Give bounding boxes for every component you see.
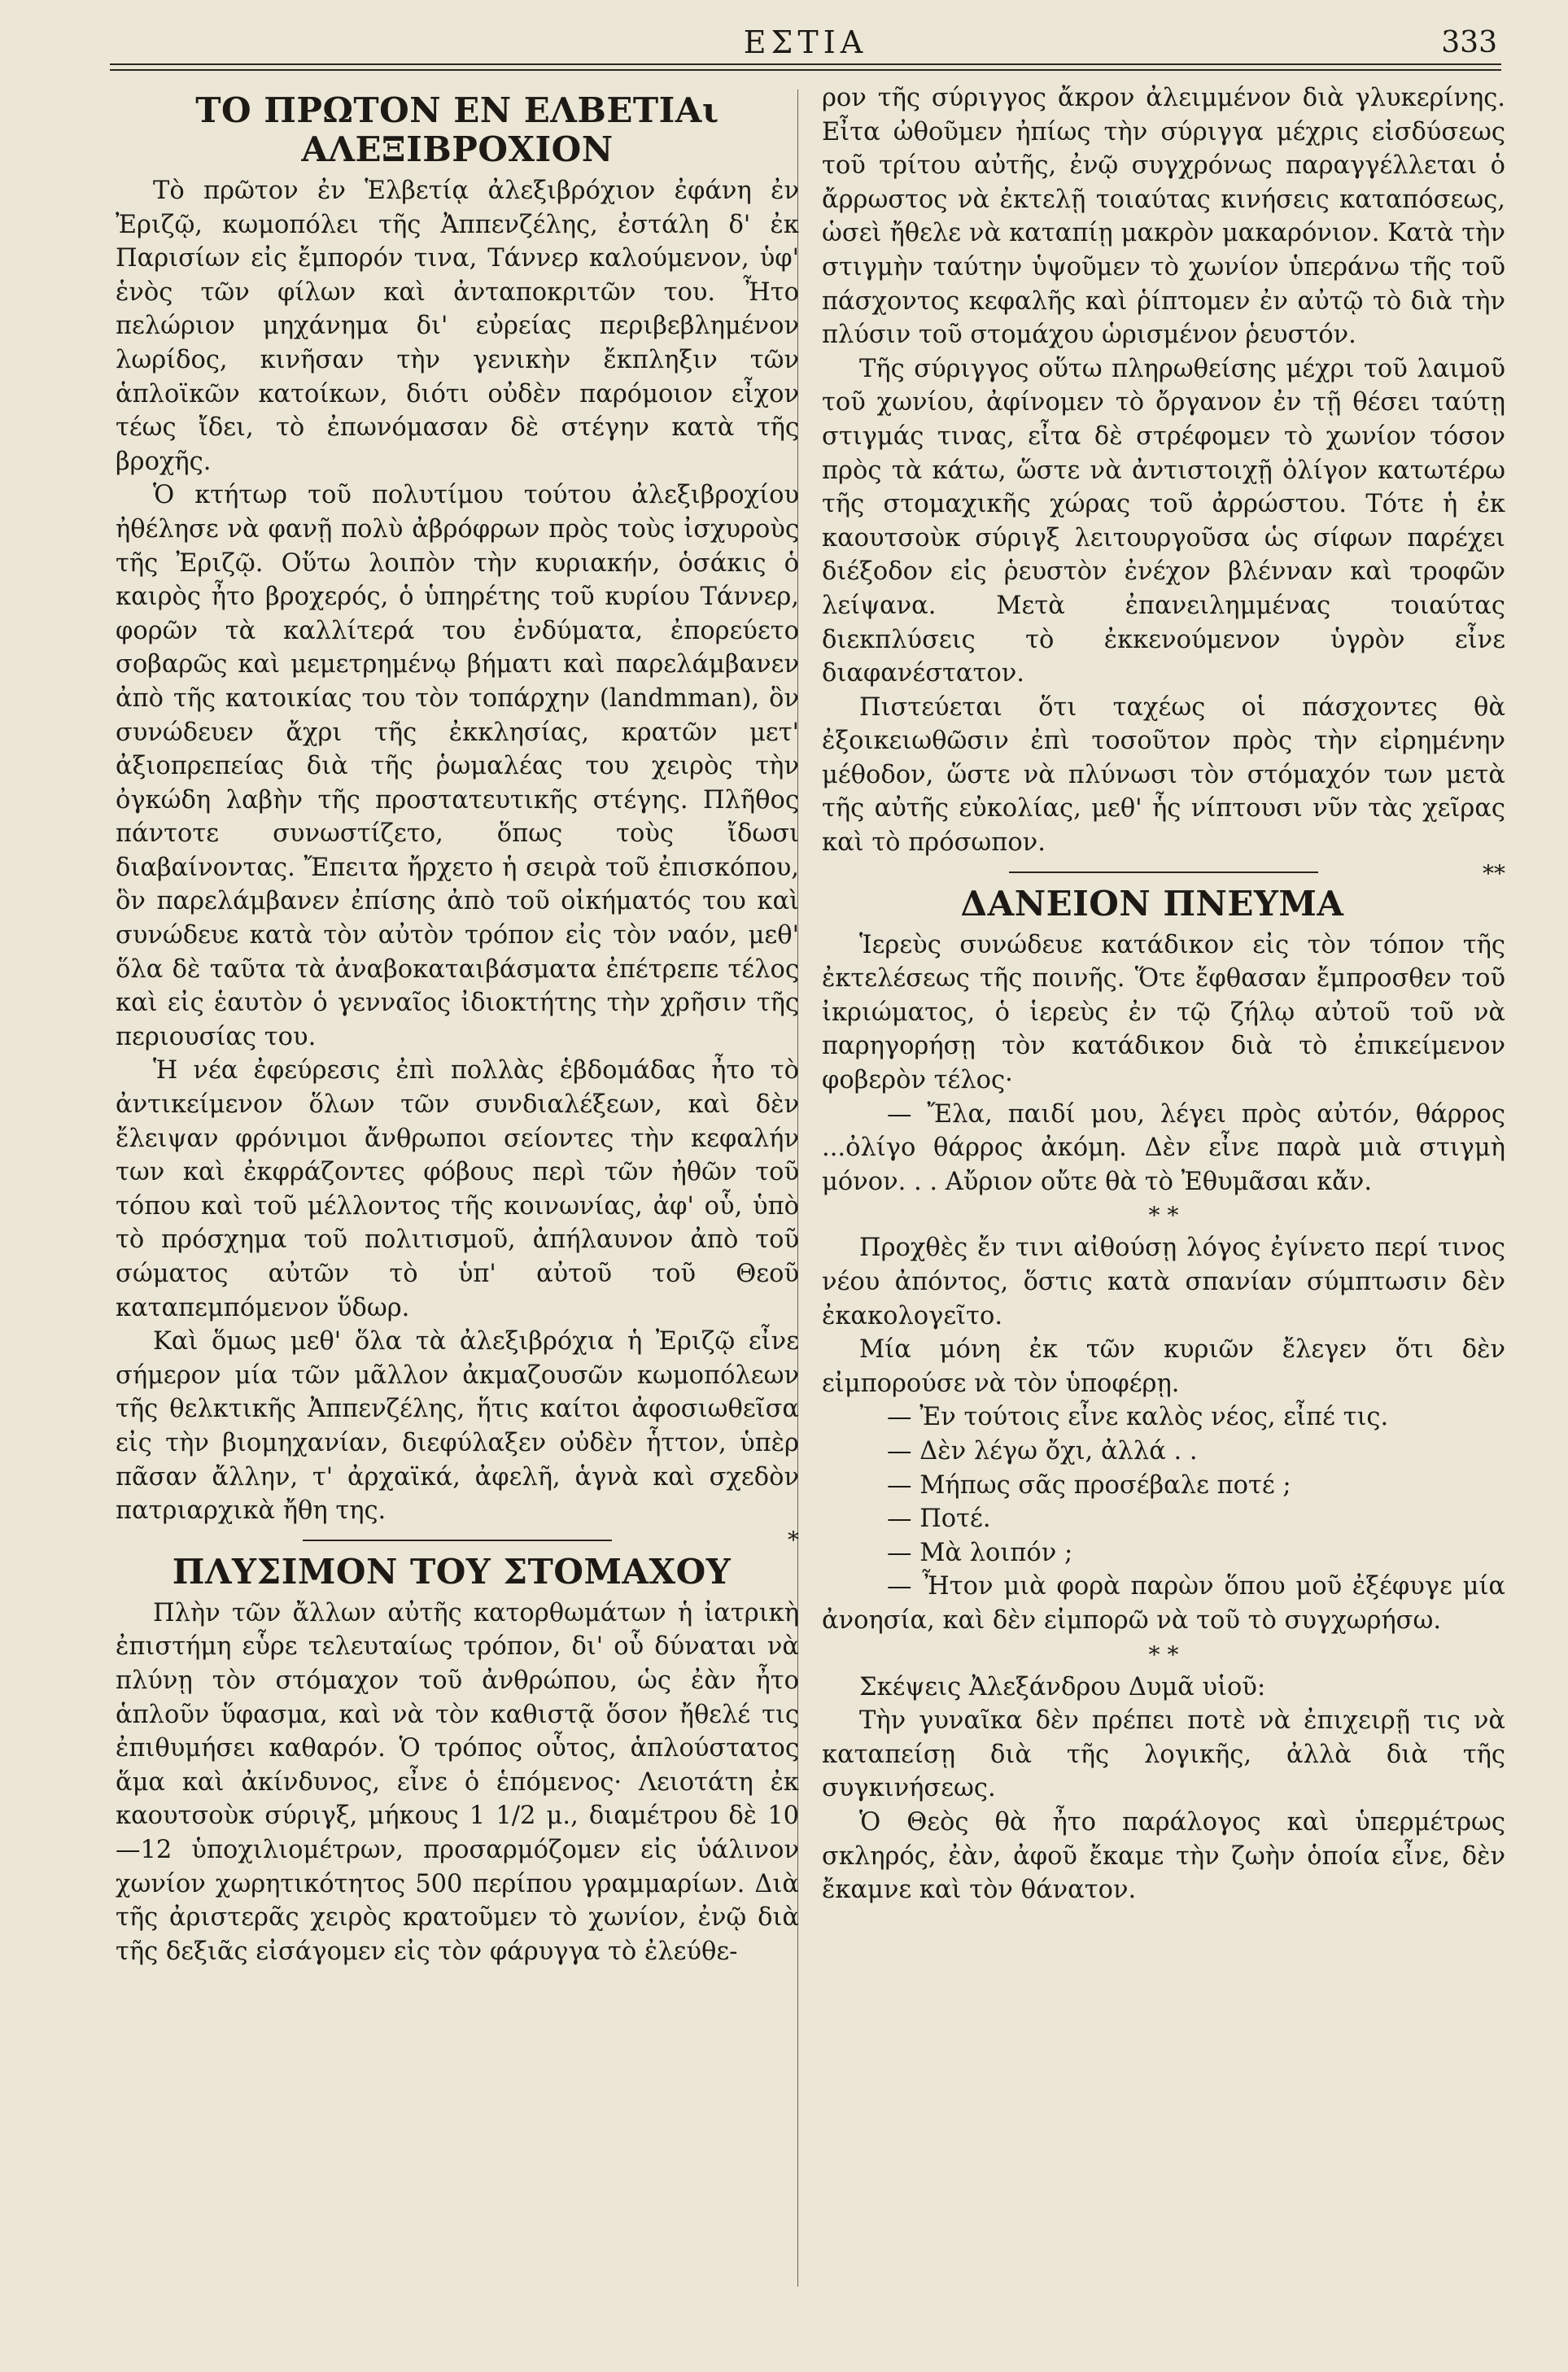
paragraph: Ὁ Θεὸς θὰ ἦτο παράλογος καὶ ὑπερμέτρως σκληρός, ἐὰν, ἀφοῦ ἔκαμε τὴν ζωὴν ὁποία εἶνε, δὲν ἔκαμνε καὶ τὸν θάνατον. xyxy=(822,1807,1505,1905)
article-title-stomach-wash: ΠΛΥΣΙΜΟΝ ΤΟΥ ΣΤΟΜΑΧΟΥ xyxy=(172,1551,732,1592)
paragraph: Ἡ νέα ἐφεύρεσις ἐπὶ πολλὰς ἑβδομάδας ἦτο τὸ ἀντικείμενον ὅλων τῶν συνδιαλέξεων, καὶ δὲν ἔλειψαν φρόνιμοι ἄνθρωποι σείοντες τὴν κεφαλήν των καὶ ἐκφράζοντες φόβους περὶ τῶν ἠθῶν τοῦ τόπου καὶ τοῦ μέλλοντος τῆς κοινωνίας, ἀφ' οὗ, ὑπὸ τὸ πρόσχημα τοῦ πολιτισμοῦ, ἀπήλαυνον ἀπὸ τοῦ σώματος αὐτῶν τὸ ὑπ' αὐτοῦ τοῦ Θεοῦ καταπεμπόμενον ὕδωρ. xyxy=(116,1056,799,1322)
journal-name: ΕΣΤΙΑ xyxy=(743,24,868,60)
paragraph: Καὶ ὅμως μεθ' ὅλα τὰ ἀλεξιβρόχια ἡ Ἐριζῷ εἶνε σήμερον μία τῶν μᾶλλον ἀκμαζουσῶν κωμοπόλεων τῆς θελκτικῆς Ἀππενζέλης, ἥτις καίτοι ἀφοσιωθεῖσα εἰς τὴν βιομηχανίαν, διεφύλαξεν οὐδὲν ἧττον, ὑπὲρ πᾶσαν ἄλλην, τ' ἀρχαϊκά, ἀφελῆ, ἁγνὰ καὶ σχεδὸν πατριαρχικὰ ἤθη της. xyxy=(116,1327,799,1526)
paragraph: Τῆς σύριγγος οὕτω πληρωθείσης μέχρι τοῦ λαιμοῦ τοῦ χωνίου, ἀφίνομεν τὸ ὄργανον ἐν τῇ θέσει ταύτῃ στιγμάς τινας, εἶτα δὲ στρέφομεν τὸ χωνίον τόσον πρὸς τὰ κάτω, ὥστε νὰ ἀντιστοιχῇ ὀλίγον κατωτέρω τῆς στομαχικῆς χώρας τοῦ ἀρρώστου. Τότε ἡ ἐκ καουτσοὺκ σύριγξ λειτουργοῦσα ὡς σίφων παρέχει διέξοδον εἰς ῥευστὸν ἐνέχον βλένναν καὶ τροφῶν λείψανα. Μετὰ ἐπανειλημμένας τοιαύτας διεκπλύσεις τὸ ἐκκενούμενον ὑγρὸν εἶνε διαφανέστατον. xyxy=(822,354,1505,688)
dialogue-line: — Ἔλα, παιδί μου, λέγει πρὸς αὐτόν, θάρρος ...ὀλίγο θάρρος ἀκόμη. Δὲν εἶνε παρὰ μιὰ στιγμὴ μόνον. . . Αὔριον οὔτε θὰ τὸ Ἐθυμᾶσαι κἄν. xyxy=(822,1099,1505,1196)
paragraph: Τὸ πρῶτον ἐν Ἑλβετίᾳ ἀλεξιβρόχιον ἐφάνη ἐν Ἐριζῷ, κωμοπόλει τῆς Ἀππενζέλης, ἐστάλη δ' ἐκ Παρισίων εἰς ἔμπορόν τινα, Τάννερ καλούμενον, ὑφ' ἑνὸς τῶν φίλων καὶ ἀνταποκριτῶν του. Ἦτο πελώριον μηχάνημα δι' εὐρείας περιβεβλημένον λωρίδος, κινῆσαν τὴν γενικὴν ἔκπληξιν τῶν ἁπλοϊκῶν κατοίκων, διότι οὐδὲν παρόμοιον εἶχον τέως ἴδει, τὸ ἐπωνόμασαν δὲ στέγην κατὰ τῆς βροχῆς. xyxy=(116,177,799,476)
paragraph: Πιστεύεται ὅτι ταχέως οἱ πάσχοντες θὰ ἐξοικειωθῶσιν ἐπὶ τοσοῦτον πρὸς τὴν εἰρημένην μέθοδον, ὥστε νὰ πλύνωσι τὸν στόμαχόν των μετὰ τῆς αὐτῆς εὐκολίας, μεθ' ἧς νίπτουσι νῦν τὰς χεῖρας καὶ τὸ πρόσωπον. xyxy=(822,692,1505,858)
page-number: 333 xyxy=(1441,26,1497,59)
article-title-borrowed-wit: ΔΑΝΕΙΟΝ ΠΝΕΥΜΑ xyxy=(960,883,1344,924)
section-asterism: * * xyxy=(1148,1640,1179,1668)
section-separator-asterisk: * xyxy=(788,1526,799,1553)
paragraph: Σκέψεις Ἀλεξάνδρου Δυμᾶ υἱοῦ: xyxy=(859,1672,1266,1701)
paragraph: ρον τῆς σύριγγος ἄκρον ἀλειμμένον διὰ γλυκερίνης. Εἶτα ὠθοῦμεν ἠπίως τὴν σύριγγα μέχρις εἰσδύσεως τοῦ τρίτου αὐτῆς, ἐνῷ συγχρόνως παραγγέλλεται ὁ ἄρρωστος νὰ ἐκτελῇ τοιαύτας κινήσεις καταπόσεως, ὡσεὶ ἤθελε νὰ καταπίῃ μακρὸν μακαρόνιον. Κατὰ τὴν στιγμὴν ταύτην ὑψοῦμεν τὸ χωνίον ὑπεράνω τῆς τοῦ πάσχοντος κεφαλῆς καὶ ῥίπτομεν ἐν αὐτῷ τὸ διὰ τὴν πλύσιν τοῦ στομάχου ὡρισμένον ῥευστόν. xyxy=(822,84,1505,350)
paragraph: Τὴν γυναῖκα δὲν πρέπει ποτὲ νὰ ἐπιχειρῇ τις νὰ καταπείσῃ διὰ τῆς λογικῆς, ἀλλὰ διὰ τῆς συγκινήσεως. xyxy=(822,1706,1505,1803)
article-title-umbrella: ΤΟ ΠΡΩΤΟΝ ΕΝ ΕΛΒΕΤΙΑι ΑΛΕΞΙΒΡΟΧΙΟΝ xyxy=(195,90,719,169)
paragraph: Ὁ κτήτωρ τοῦ πολυτίμου τούτου ἀλεξιβροχίου ἠθέλησε νὰ φανῇ πολὺ ἀβρόφρων πρὸς τοὺς ἰσχυροὺς τῆς Ἐριζῷ. Οὕτω λοιπὸν τὴν κυριακήν, ὁσάκις ὁ καιρὸς ἦτο βροχερός, ὁ ὑπηρέτης τοῦ κυρίου Τάννερ, φορῶν τὰ καλλίτερά του ἐνδύματα, ἐπορεύετο σοβαρῶς καὶ μεμετρημένῳ βήματι καὶ παρελάμβανεν ἀπὸ τῆς κατοικίας του τὸν τοπάρχην (landmman), ὃν συνώδευεν ἄχρι τῆς ἐκκλησίας, κρατῶν μετ' ἀξιοπρεπείας διὰ τῆς ῥωμαλέας του χειρὸς τὴν ὀγκώδη λαβὴν τῆς προστατευτικῆς στέγης. Πλῆθος πάντοτε συνωστίζετο, ὅπως τοὺς ἴδωσι διαβαίνοντας. Ἔπειτα ἤρχετο ἡ σειρὰ τοῦ ἐπισκόπου, ὃν παρελάμβανεν ἐπίσης ἀπὸ τοῦ οἰκήματός του καὶ συνώδευε κατὰ τὸν αὐτὸν τρόπον εἰς τὸν ναόν, μεθ' ὅλα δὲ ταῦτα τὰ ἀναβοκαταιβάσματα ἐπέτρεπε τέλος καὶ εἰς ἑαυτὸν ὁ γενναῖος ἰδιοκτήτης τὴν χρῆσιν τῆς περιουσίας του. xyxy=(116,481,799,1051)
section-separator-asterisks: ** xyxy=(1483,859,1505,887)
right-column xyxy=(822,81,1505,1907)
paragraph: Προχθὲς ἔν τινι αἰθούσῃ λόγος ἐγίνετο περί τινος νέου ἀπόντος, ὅστις κατὰ σπανίαν σύμπτωσιν δὲν ἐκακολογεῖτο. xyxy=(822,1234,1505,1330)
dialogue-line: — Ποτέ. xyxy=(887,1505,991,1534)
section-separator-rule xyxy=(303,1540,612,1541)
left-column xyxy=(116,81,799,1968)
header-rule xyxy=(110,63,1501,71)
dialogue-line: — Ἐν τούτοις εἶνε καλὸς νέος, εἶπέ τις. xyxy=(887,1403,1389,1432)
dialogue-line: — Μὰ λοιπόν ; xyxy=(887,1538,1073,1567)
paragraph: Μία μόνη ἐκ τῶν κυριῶν ἔλεγεν ὅτι δὲν εἰμπορούσε νὰ τὸν ὑποφέρῃ. xyxy=(822,1335,1505,1398)
dialogue-line: — Μήπως σᾶς προσέβαλε ποτέ ; xyxy=(887,1470,1291,1500)
running-head xyxy=(114,18,1497,67)
section-asterism: * * xyxy=(1148,1202,1179,1230)
dialogue-line: — Ἦτον μιὰ φορὰ παρὼν ὅπου μοῦ ἐξέφυγε μία ἀνοησία, καὶ δὲν εἰμπορῶ νὰ τοῦ τὸ συγχωρήσω. xyxy=(822,1572,1505,1635)
dialogue-line: — Δὲν λέγω ὄχι, ἀλλά . . xyxy=(887,1436,1198,1466)
paragraph: Ἱερεὺς συνώδευε κατάδικον εἰς τὸν τόπον τῆς ἐκτελέσεως τῆς ποινῆς. Ὅτε ἔφθασαν ἔμπροσθεν τοῦ ἰκριώματος, ὁ ἱερεὺς ἐν τῷ ζήλῳ αὐτοῦ τοῦ νὰ παρηγορήσῃ τὸν κατάδικον διὰ τὸ ἐπικείμενον φοβερὸν τέλος· xyxy=(822,930,1505,1095)
section-separator-rule xyxy=(1009,871,1318,873)
paragraph: Πλὴν τῶν ἄλλων αὐτῆς κατορθωμάτων ἡ ἰατρικὴ ἐπιστήμη εὗρε τελευταίως τρόπον, δι' οὗ δύναται νὰ πλύνῃ τὸν στόμαχον τοῦ ἀνθρώπου, ὡς ἐὰν ἦτο ἁπλοῦν ὕφασμα, καὶ νὰ τὸν καθιστᾷ ὅσον ἤθελέ τις ἐπιθυμήσει καθαρόν. Ὁ τρόπος οὗτος, ἁπλούστατος ἅμα καὶ ἀκίνδυνος, εἶνε ὁ ἑπόμενος· Λειοτάτη ἐκ καουτσοὺκ σύριγξ, μήκους 1 1/2 μ., διαμέτρου δὲ 10—12 ὑποχιλιομέτρων, προσαρμόζομεν εἰς ὑάλινον χωνίον χωρητικότητος 500 περίπου γραμμαρίων. Διὰ τῆς ἀριστερᾶς χειρὸς κρατοῦμεν τὸ χωνίον, ἐνῷ διὰ τῆς δεξιᾶς εἰσάγομεν εἰς τὸν φάρυγγα τὸ ἐλεύθε- xyxy=(116,1598,799,1966)
